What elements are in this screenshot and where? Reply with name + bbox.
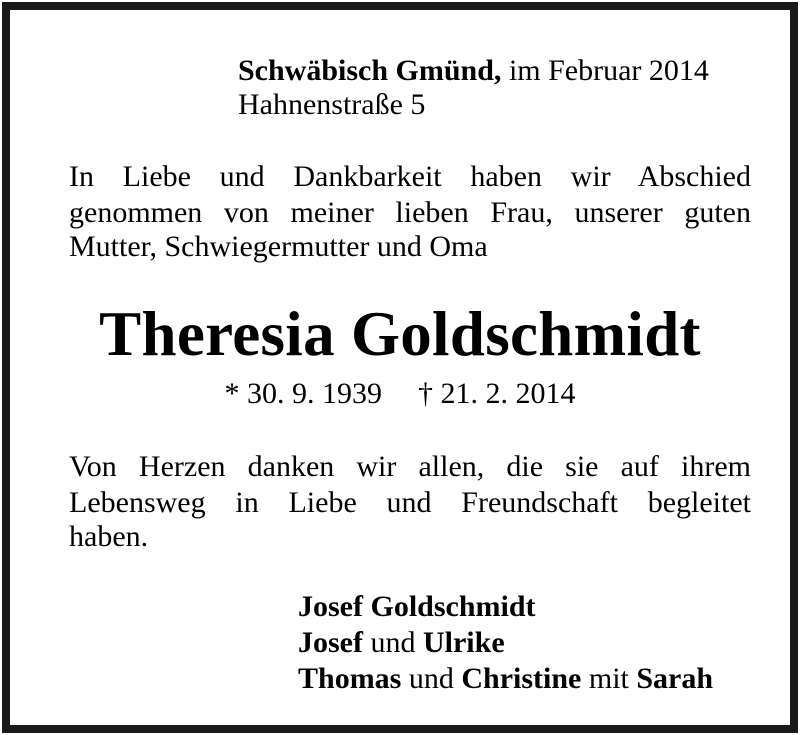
- signer-connector: und: [401, 662, 462, 695]
- thanks-line-1: Von Herzen danken wir allen, die sie auf ihrem: [69, 450, 751, 483]
- signer-line-1: [298, 590, 536, 624]
- signer-name: Christine: [461, 662, 582, 695]
- header-address: Hahnenstraße 5: [238, 88, 426, 121]
- intro-line-3: Mutter, Schwiegermutter und Oma: [69, 230, 488, 263]
- death-date: † 21. 2. 2014: [418, 377, 576, 410]
- deceased-name: Theresia Goldschmidt: [99, 299, 701, 369]
- signer-connector: und: [362, 626, 423, 659]
- signer-name: Josef: [298, 626, 363, 659]
- header-date: im Februar 2014: [501, 54, 709, 87]
- thanks-line-2: Lebensweg in Liebe und Freundschaft begleitet: [69, 486, 751, 519]
- signer-name: Sarah: [636, 662, 714, 695]
- intro-line-2: genommen von meiner lieben Frau, unserer guten: [69, 196, 751, 229]
- obituary-notice: [2, 2, 798, 733]
- thanks-line-3: haben.: [69, 520, 149, 553]
- life-dates: [10, 377, 790, 411]
- header-line: [238, 54, 709, 88]
- signer-name: Thomas: [298, 662, 402, 695]
- signer-name: Josef Goldschmidt: [298, 590, 536, 623]
- intro-line-1: In Liebe und Dankbarkeit haben wir Abschied: [69, 160, 751, 193]
- signer-connector: mit: [581, 662, 637, 695]
- signer-name: Ulrike: [422, 626, 505, 659]
- signer-line-3: [298, 662, 713, 696]
- birth-date: * 30. 9. 1939: [224, 377, 382, 410]
- signer-line-2: [298, 626, 505, 660]
- header-city: Schwäbisch Gmünd,: [238, 54, 502, 87]
